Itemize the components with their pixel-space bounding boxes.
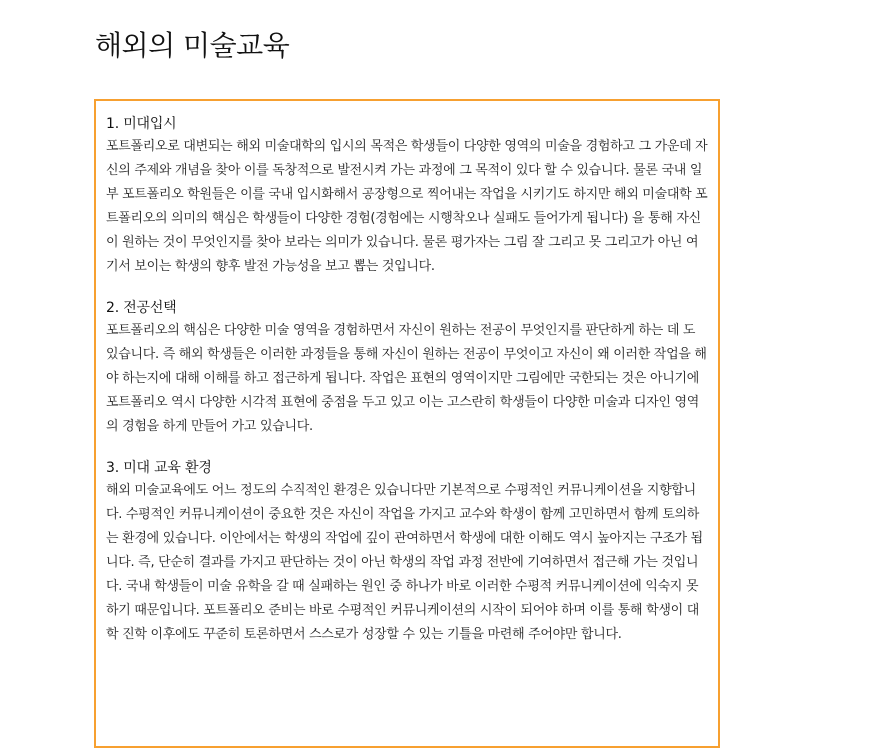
- section-admissions: [106, 113, 708, 279]
- section-heading: 2. 전공선택: [106, 300, 177, 316]
- section-heading: 1. 미대입시: [106, 116, 177, 132]
- section-heading: 3. 미대 교육 환경: [106, 460, 212, 476]
- section-body: 해외 미술교육에도 어느 정도의 수직적인 환경은 있습니다만 기본적으로 수평적인 커뮤니케이션을 지향합니다. 수평적인 커뮤니케이션이 중요한 것은 자신이 작업을 가지고 교수와 학생이 함께 고민하면서 함께 토의하는 환경에 있습니다. 이안에서는 학생의 작업에 깊이 관여하면서 학생에 대한 이해도 역시 높아지는 구조가 됩니다. 즉, 단순히 결과를 가지고 판단하는 것이 아닌 학생의 작업 과정 전반에 기여하면서 접근해 가는 것입니다. 국내 학생들이 미술 유학을 갈 때 실패하는 원인 중 하나가 바로 이러한 수평적 커뮤니케이션에 익숙지 못하기 때문입니다. 포트폴리오 준비는 바로 수평적인 커뮤니케이션의 시작이 되어야 하며 이를 통해 학생이 대학 진학 이후에도 꾸준히 토론하면서 스스로가 성장할 수 있는 기틀을 마련해 주어야만 합니다.: [106, 483, 703, 642]
- section-major-selection: [106, 297, 708, 439]
- page-title: 해외의 미술교육: [95, 29, 290, 62]
- content-box: [94, 99, 720, 748]
- section-body: 포트폴리오의 핵심은 다양한 미술 영역을 경험하면서 자신이 원하는 전공이 무엇인지를 판단하게 하는 데 도 있습니다. 즉 해외 학생들은 이러한 과정들을 통해 자신이 원하는 전공이 무엇이고 자신이 왜 이러한 작업을 해야 하는지에 대해 이해를 하고 접근하게 됩니다. 작업은 표현의 영역이지만 그림에만 국한되는 것은 아니기에 포트폴리오 역시 다양한 시각적 표현에 중점을 두고 있고 이는 고스란히 학생들이 다양한 미술과 디자인 영역의 경험을 하게 만들어 가고 있습니다.: [106, 323, 707, 434]
- section-body: 포트폴리오로 대변되는 해외 미술대학의 입시의 목적은 학생들이 다양한 영역의 미술을 경험하고 그 가운데 자신의 주제와 개념을 찾아 이를 독창적으로 발전시켜 가는 과정에 그 목적이 있다 할 수 있습니다. 물론 국내 일부 포트폴리오 학원들은 이를 국내 입시화해서 공장형으로 찍어내는 작업을 시키기도 하지만 해외 미술대학 포트폴리오의 의미의 핵심은 학생들이 다양한 경험(경험에는 시행착오나 실패도 들어가게 됩니다) 을 통해 자신이 원하는 것이 무엇인지를 찾아 보라는 의미가 있습니다. 물론 평가자는 그림 잘 그리고 못 그리고가 아닌 여기서 보이는 학생의 향후 발전 가능성을 보고 뽑는 것입니다.: [106, 139, 708, 274]
- section-education-environment: [106, 457, 708, 647]
